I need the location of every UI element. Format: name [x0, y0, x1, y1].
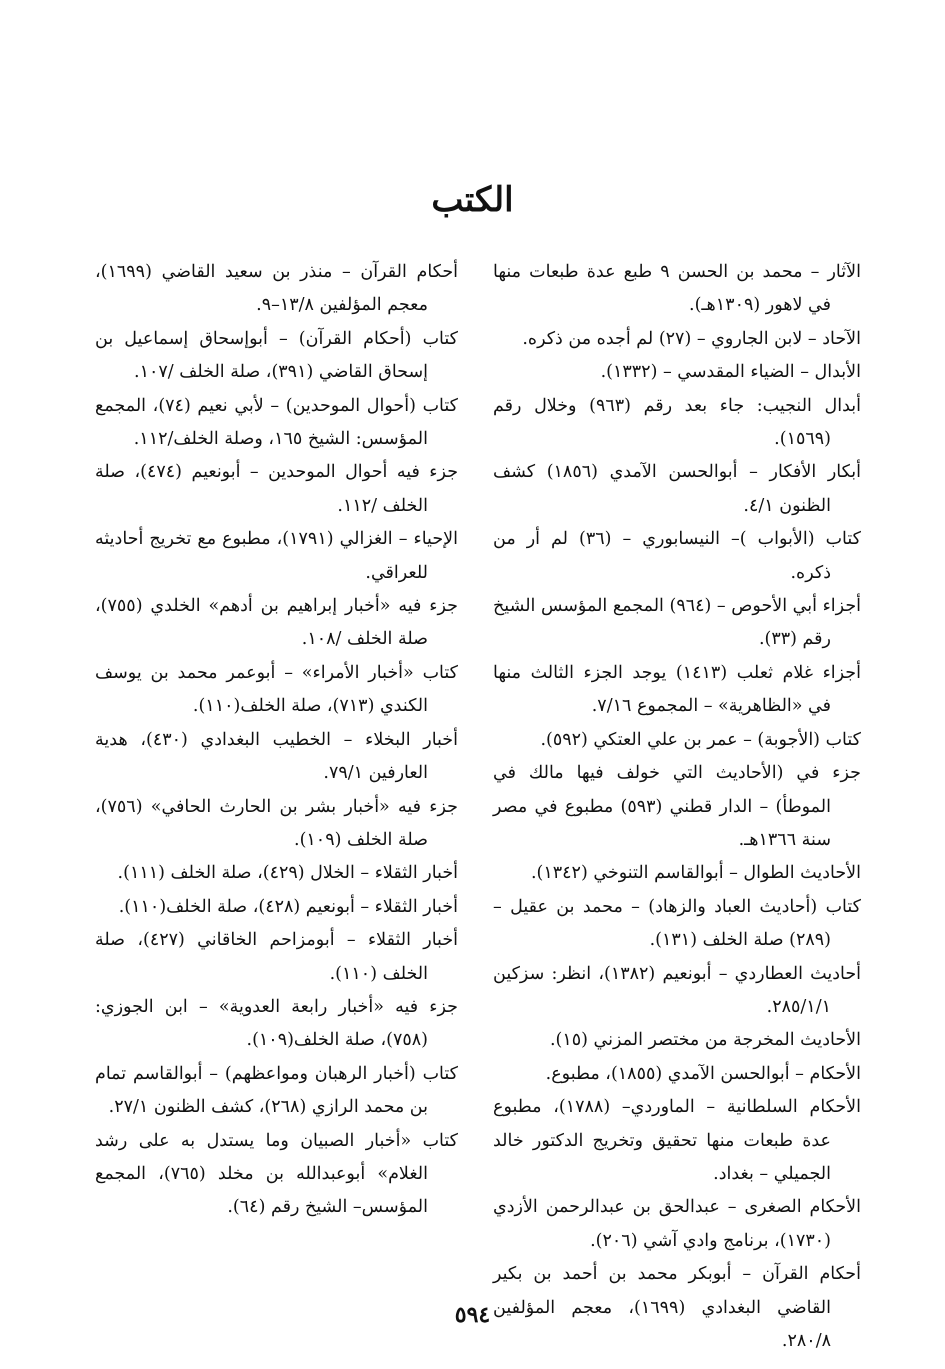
index-column-left: [95, 256, 458, 1225]
index-entry: الأحكام – أبوالحسن الآمدي (١٨٥٥)، مطبوع.: [545, 1063, 861, 1084]
index-entry: كتاب (أحوال الموحدين) – لأبي نعيم (٧٤)، المجمع المؤسس: الشيخ ١٦٥، وصلة الخلف/١١٢.: [95, 395, 458, 450]
index-entry: الآثار – محمد بن الحسن ٩ طبع عدة طبعات منها في لاهور (١٣٠٩هـ).: [493, 262, 861, 316]
index-entry: أخبار الثقلاء – أبونعيم (٤٢٨)، صلة الخلف(١١٠).: [118, 896, 458, 917]
index-entry: الآحاد – لابن الجاروي – (٢٧) لم أجده من ذكره.: [522, 328, 861, 349]
index-entry: أحكام القرآن – منذر بن سعيد القاضي (١٦٩٩)، معجم المؤلفين ١٣/٨–٩.: [95, 262, 458, 316]
index-entry: كتاب (أخبار الرهبان ومواعظهم) – أبوالقاسم تمام بن محمد الرازي (٢٦٨)، كشف الظنون ٢٧/١.: [95, 1063, 458, 1118]
index-entry: جزء فيه «أخبار رابعة العدوية» – ابن الجوزي: (٧٥٨)، صلة الخلف(١٠٩).: [95, 996, 458, 1051]
index-entry: أبكار الأفكار – أبوالحسن الآمدي (١٨٥٦) كشف الظنون ٤/١.: [493, 462, 862, 516]
index-entry: جزء فيه أحوال الموحدين – أبونعيم (٤٧٤)، صلة الخلف /١١٢.: [95, 462, 459, 516]
index-column-right: [493, 256, 861, 1358]
index-entry: الأحاديث الطوال – أبوالقاسم التنوخي (١٣٤٢).: [530, 863, 861, 884]
page-title: الكتب: [431, 180, 514, 220]
index-entry: أخبار البخلاء – الخطيب البغدادي (٤٣٠)، هدية العارفين ٧٩/١.: [95, 729, 458, 784]
index-entry: كتاب (الأجوبة) – عمر بن علي العتكي (٥٩٢).: [540, 729, 861, 750]
index-entry: جزء في (الأحاديث التي خولف فيها مالك في الموطأ) – الدار قطني (٥٩٣) مطبوع في مصر سنة ١٣٦٦هـ.: [493, 763, 861, 850]
index-entry: الأحكام السلطانية – الماوردي– (١٧٨٨)، مطبوع عدة طبعات منها تحقيق وتخريج الدكتور خالد الجميلي – بغداد.: [493, 1097, 861, 1184]
index-entry: كتاب (أحكام القرآن) – أبوإسحاق إسماعيل بن إسحاق القاضي (٣٩١)، صلة الخلف /١٠٧.: [95, 328, 458, 383]
index-entry: أخبار الثقلاء – الخلال (٤٢٩)، صلة الخلف (١١١).: [117, 863, 458, 884]
index-entry: أجزاء أبي الأحوص – (٩٦٤) المجمع المؤسس الشيخ رقم (٣٣).: [493, 596, 862, 650]
index-entry: الأحكام الصغرى – عبدالحق بن عبدالرحمن الأزدي (١٧٣٠)، برنامج وادي آشي (٢٠٦).: [493, 1197, 861, 1251]
index-entry: الأبدال – الضياء المقدسي – (١٣٣٢).: [600, 362, 861, 383]
index-entry: كتاب (أحاديث العباد والزهاد) – محمد بن عقيل – (٢٨٩) صلة الخلف (١٣١).: [493, 896, 861, 951]
index-entry: أبدال النجيب: جاء بعد رقم (٩٦٣) وخلال رقم (١٥٦٩).: [493, 395, 862, 450]
page-number: ٥٩٤: [454, 1302, 491, 1328]
index-entry: أحاديث العطاردي – أبونعيم (١٣٨٢)، انظر: سزكين ٢٨٥/١/١.: [493, 963, 862, 1017]
index-entry: كتاب (الأبواب )– النيسابوري – (٣٦) لم أر من ذكره.: [493, 529, 861, 583]
index-entry: كتاب «أخبار الصبيان وما يستدل به على رشد الغلام» أبوعبدالله بن مخلد (٧٦٥)، المجمع المؤسس– الشيخ رقم (٦٤).: [95, 1130, 458, 1218]
index-entry: أخبار الثقلاء – أبومزاحم الخاقاني (٤٢٧)، صلة الخلف (١١٠).: [95, 930, 458, 984]
index-entry: أجزاء غلام ثعلب (١٤١٣) يوجد الجزء الثالث منها في «الظاهرية» – المجموع ٧/١٦.: [493, 662, 861, 717]
index-entry: جزء فيه «أخبار بشر بن الحارث الحافي» (٧٥٦)، صلة الخلف (١٠٩).: [95, 796, 458, 850]
index-entry: الإحياء – الغزالي (١٧٩١)، مطبوع مع تخريج أحاديثه للعراقي.: [95, 529, 458, 583]
index-entry: أحكام القرآن – أبوبكر محمد بن أحمد بن بكير القاضي البغدادي (١٦٩٩)، معجم المؤلفين ٢٨٠/٨.: [493, 1264, 861, 1351]
index-entry: الأحاديث المخرجة من مختصر المزني (١٥).: [549, 1030, 861, 1051]
index-entry: كتاب «أخبار الأمراء» – أبوعمر محمد بن يوسف الكندي (٧١٣)، صلة الخلف(١١٠).: [95, 662, 458, 717]
index-entry: جزء فيه «أخبار إبراهيم بن أدهم» الخلدي (٧٥٥)، صلة الخلف /١٠٨.: [95, 596, 458, 650]
